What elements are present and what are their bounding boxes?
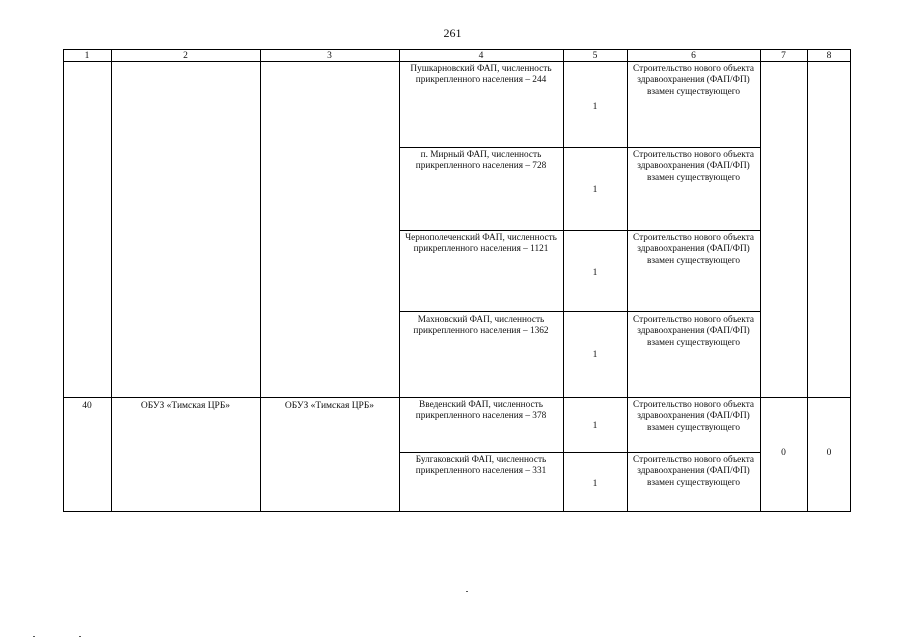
- action-cell: Строительство нового объекта здравоохранения (ФАП/ФП) взамен существующего: [632, 400, 754, 433]
- action-cell: Строительство нового объекта здравоохранения (ФАП/ФП) взамен существующего: [632, 150, 754, 183]
- scan-speck: [466, 591, 468, 592]
- row-number: 40: [82, 401, 92, 411]
- col8-value: 0: [826, 448, 832, 458]
- organization-cell: ОБУЗ «Тимская ЦРБ»: [140, 401, 231, 411]
- facility-cell: Введенский ФАП, численность прикрепленного населения – 378: [415, 400, 547, 422]
- quantity-cell: 1: [592, 479, 598, 489]
- column-divider: [760, 49, 761, 512]
- quantity-cell: 1: [592, 102, 598, 112]
- action-cell: Строительство нового объекта здравоохранения (ФАП/ФП) взамен существующего: [632, 233, 754, 266]
- scan-speck: [33, 636, 35, 637]
- group-divider: [63, 397, 851, 398]
- column-header-3: 3: [327, 51, 332, 61]
- facility-cell: Пушкарновский ФАП, численность прикрепленного населения – 244: [410, 64, 552, 86]
- row-divider: [399, 147, 760, 148]
- row-divider: [399, 230, 760, 231]
- row-divider: [399, 452, 760, 453]
- action-cell: Строительство нового объекта здравоохранения (ФАП/ФП) взамен существующего: [632, 455, 754, 488]
- col7-value: 0: [781, 448, 786, 458]
- facility-cell: Чернополеченский ФАП, численность прикрепленного населения – 1121: [405, 233, 557, 255]
- action-cell: Строительство нового объекта здравоохранения (ФАП/ФП) взамен существующего: [632, 64, 754, 97]
- column-header-2: 2: [183, 51, 188, 61]
- column-header-8: 8: [826, 51, 832, 61]
- column-divider: [111, 49, 112, 512]
- column-divider: [260, 49, 261, 512]
- page-number: 261: [443, 26, 462, 40]
- column-divider: [807, 49, 808, 512]
- organization-cell-col3: ОБУЗ «Тимская ЦРБ»: [284, 401, 375, 411]
- table-frame: [63, 49, 851, 512]
- column-header-4: 4: [478, 51, 484, 61]
- column-header-5: 5: [592, 51, 598, 61]
- column-header-7: 7: [781, 51, 786, 61]
- facility-cell: п. Мирный ФАП, численность прикрепленного населения – 728: [415, 150, 547, 172]
- quantity-cell: 1: [592, 268, 598, 278]
- column-divider: [399, 49, 400, 512]
- scan-speck: [79, 636, 81, 637]
- column-divider: [627, 49, 628, 512]
- action-cell: Строительство нового объекта здравоохранения (ФАП/ФП) взамен существующего: [632, 315, 754, 348]
- quantity-cell: 1: [592, 185, 598, 195]
- quantity-cell: 1: [592, 350, 598, 360]
- facility-cell: Булгаковский ФАП, численность прикрепленного населения – 331: [415, 455, 547, 477]
- column-header-1: 1: [84, 51, 90, 61]
- facility-cell: Махновский ФАП, численность прикрепленного населения – 1362: [413, 315, 549, 337]
- column-divider: [563, 49, 564, 512]
- column-header-6: 6: [691, 51, 696, 61]
- row-divider: [399, 311, 760, 312]
- quantity-cell: 1: [592, 421, 598, 431]
